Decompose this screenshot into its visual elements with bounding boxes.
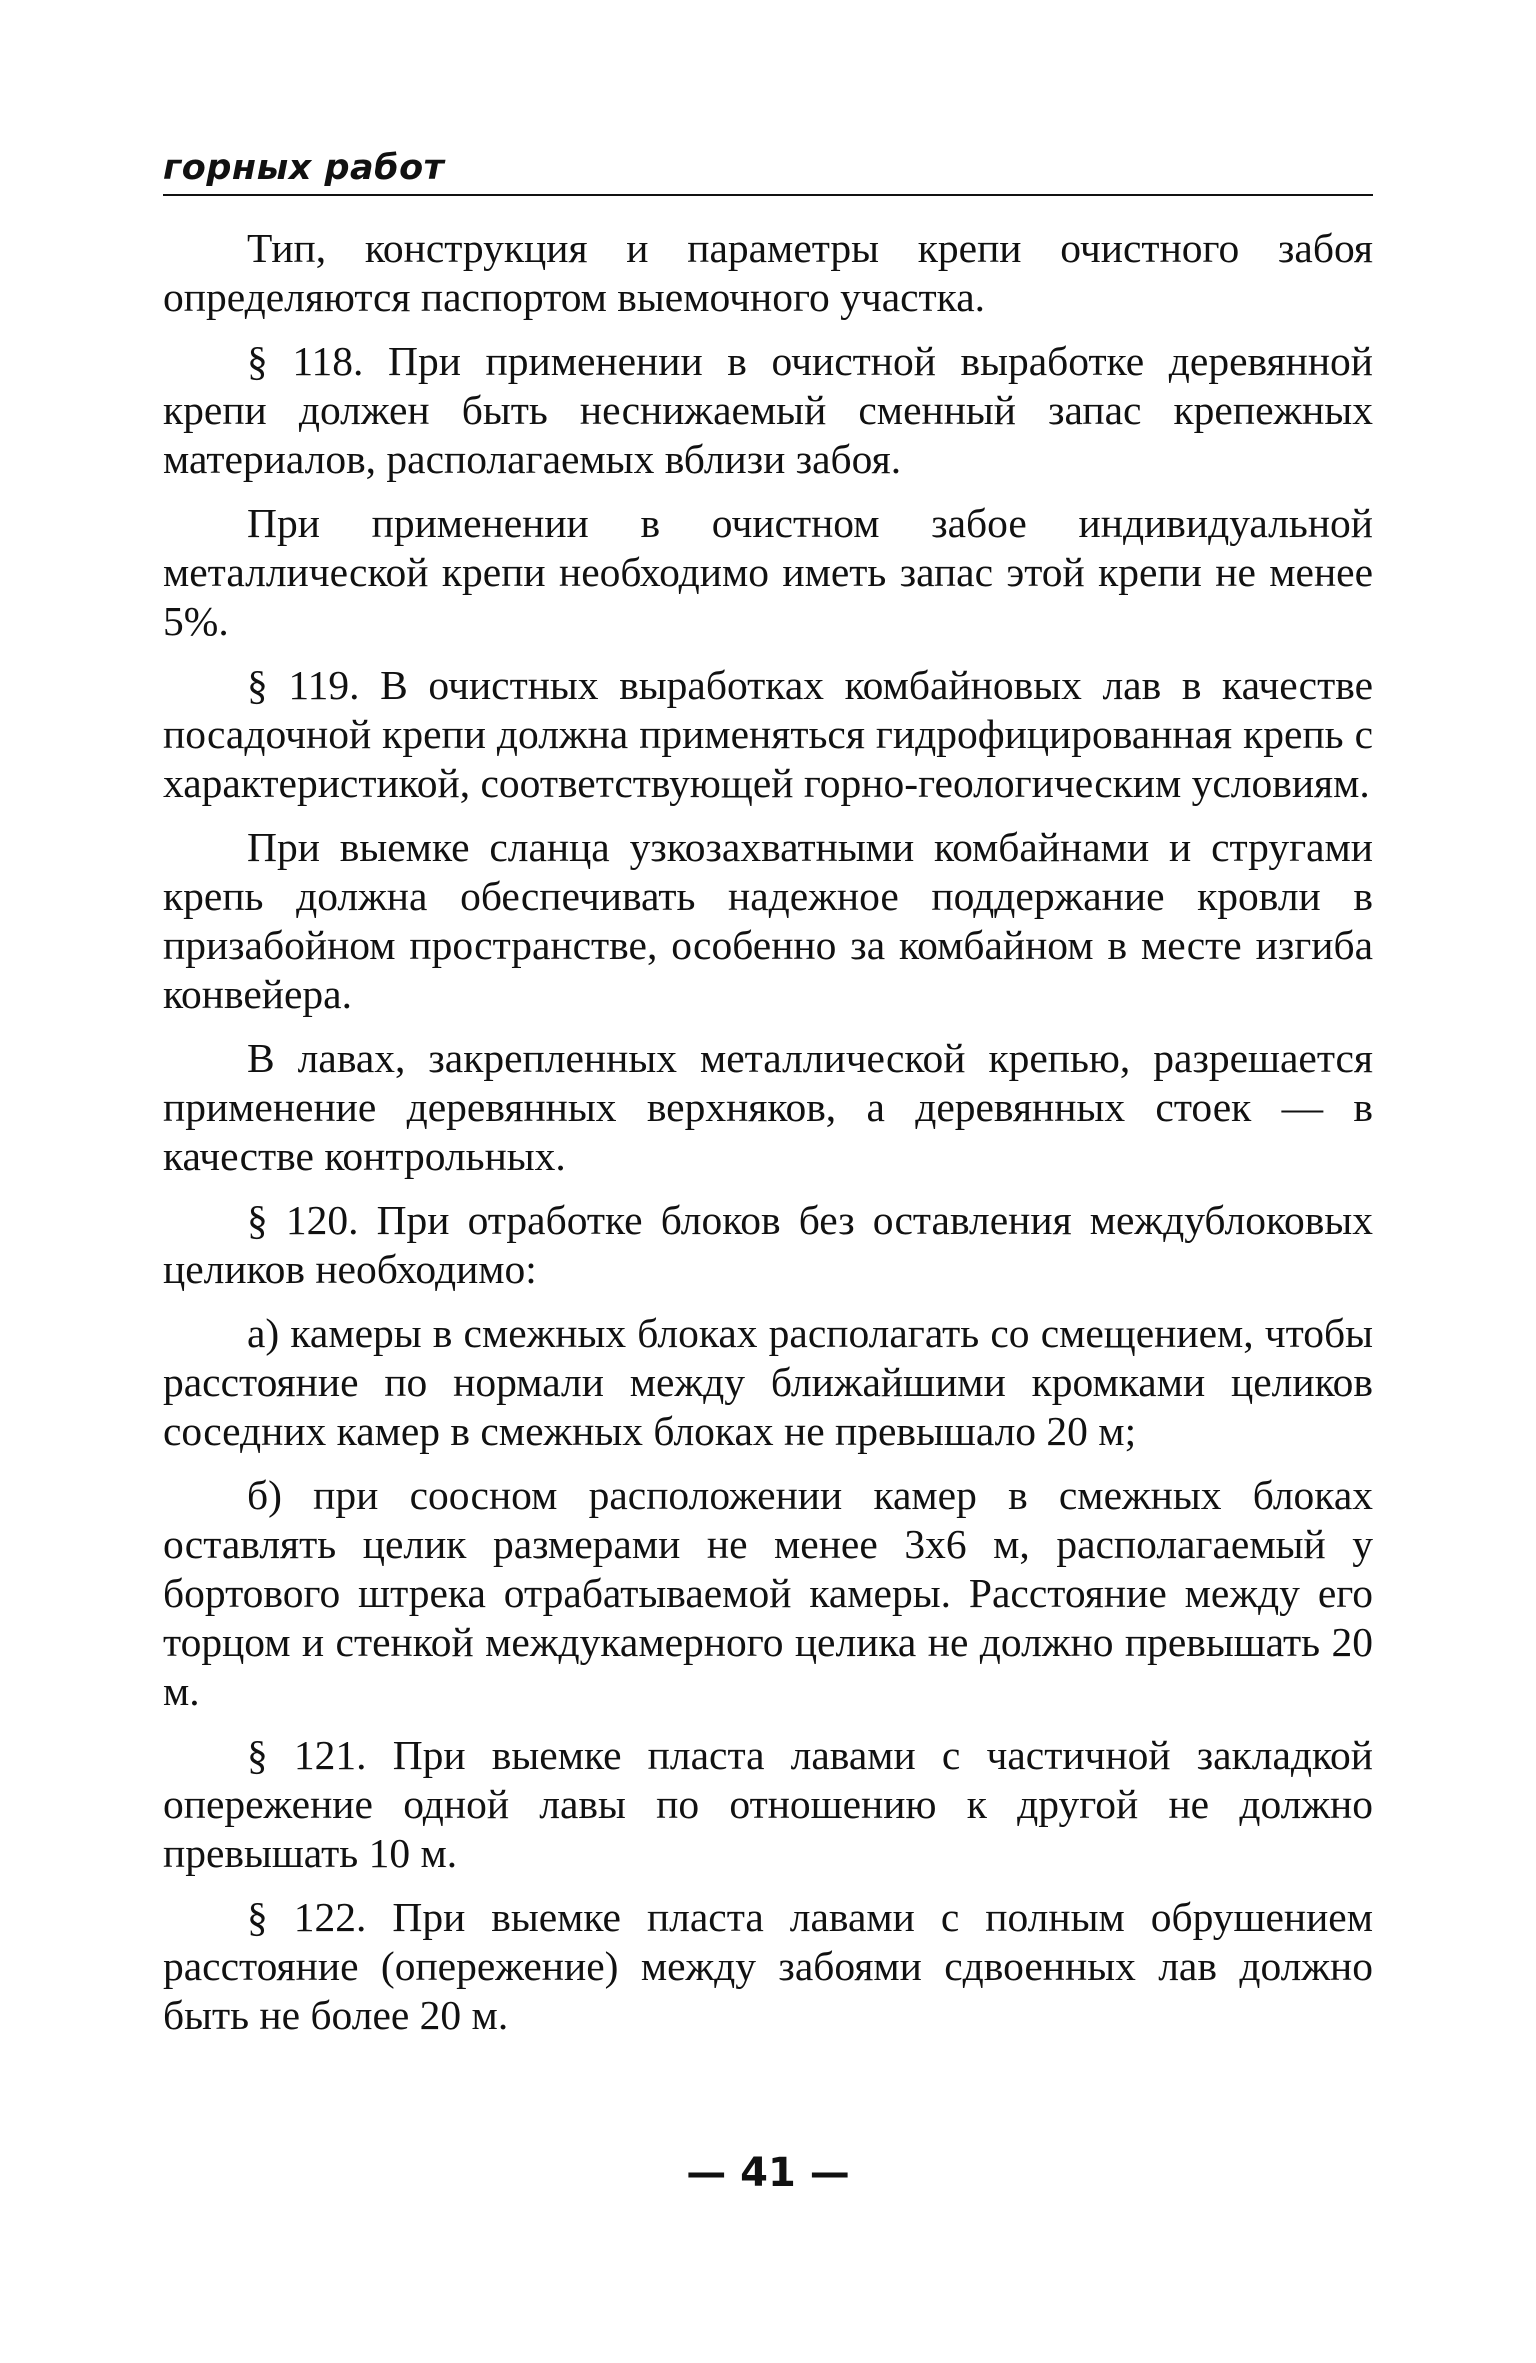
paragraph: При выемке сланца узкозахватными комбайнами и стругами крепь должна обеспечивать надежное поддержание кровли в призабойном пространстве, особенно за комбайном в месте изгиба конвейера. [163, 824, 1373, 1017]
paragraph: Тип, конструкция и параметры крепи очистного забоя определяются паспортом выемочного участка. [163, 225, 1373, 320]
paragraph-section-122: § 122. При выемке пласта лавами с полным обрушением расстояние (опережение) между забоями сдвоенных лав должно быть не более 20 м. [163, 1894, 1373, 2038]
paragraph: В лавах, закрепленных металлической крепью, разрешается применение деревянных верхняков, а деревянных стоек — в качестве контрольных. [163, 1035, 1373, 1179]
body-text [163, 224, 1373, 2055]
running-head [163, 146, 1373, 196]
paragraph-section-120: § 120. При отработке блоков без оставления междублоковых целиков необходимо: [163, 1197, 1373, 1292]
running-head-text: горных работ [163, 148, 445, 188]
paragraph: При применении в очистном забое индивидуальной металлической крепи необходимо иметь запас этой крепи не менее 5%. [163, 500, 1373, 644]
paragraph-section-119: § 119. В очистных выработках комбайновых лав в качестве посадочной крепи должна применяться гидрофицированная крепь с характеристикой, соответствующей горно-геологическим условиям. [163, 662, 1373, 806]
list-item-a: а) камеры в смежных блоках располагать со смещением, чтобы расстояние по нормали между ближайшими кромками целиков соседних камер в смежных блоках не превышало 20 м; [163, 1310, 1373, 1454]
page-number: — 41 — [686, 2150, 850, 2196]
paragraph-section-118: § 118. При применении в очистной выработке деревянной крепи должен быть неснижаемый сменный запас крепежных материалов, располагаемых вблизи забоя. [163, 338, 1373, 482]
paragraph-section-121: § 121. При выемке пласта лавами с частичной закладкой опережение одной лавы по отношению к другой не должно превышать 10 м. [163, 1732, 1373, 1876]
list-item-b: б) при соосном расположении камер в смежных блоках оставлять целик размерами не менее 3х6 м, располагаемый у бортового штрека отрабатываемой камеры. Расстояние между его торцом и стенкой междукамерного целика не должно превышать 20 м. [163, 1472, 1373, 1714]
